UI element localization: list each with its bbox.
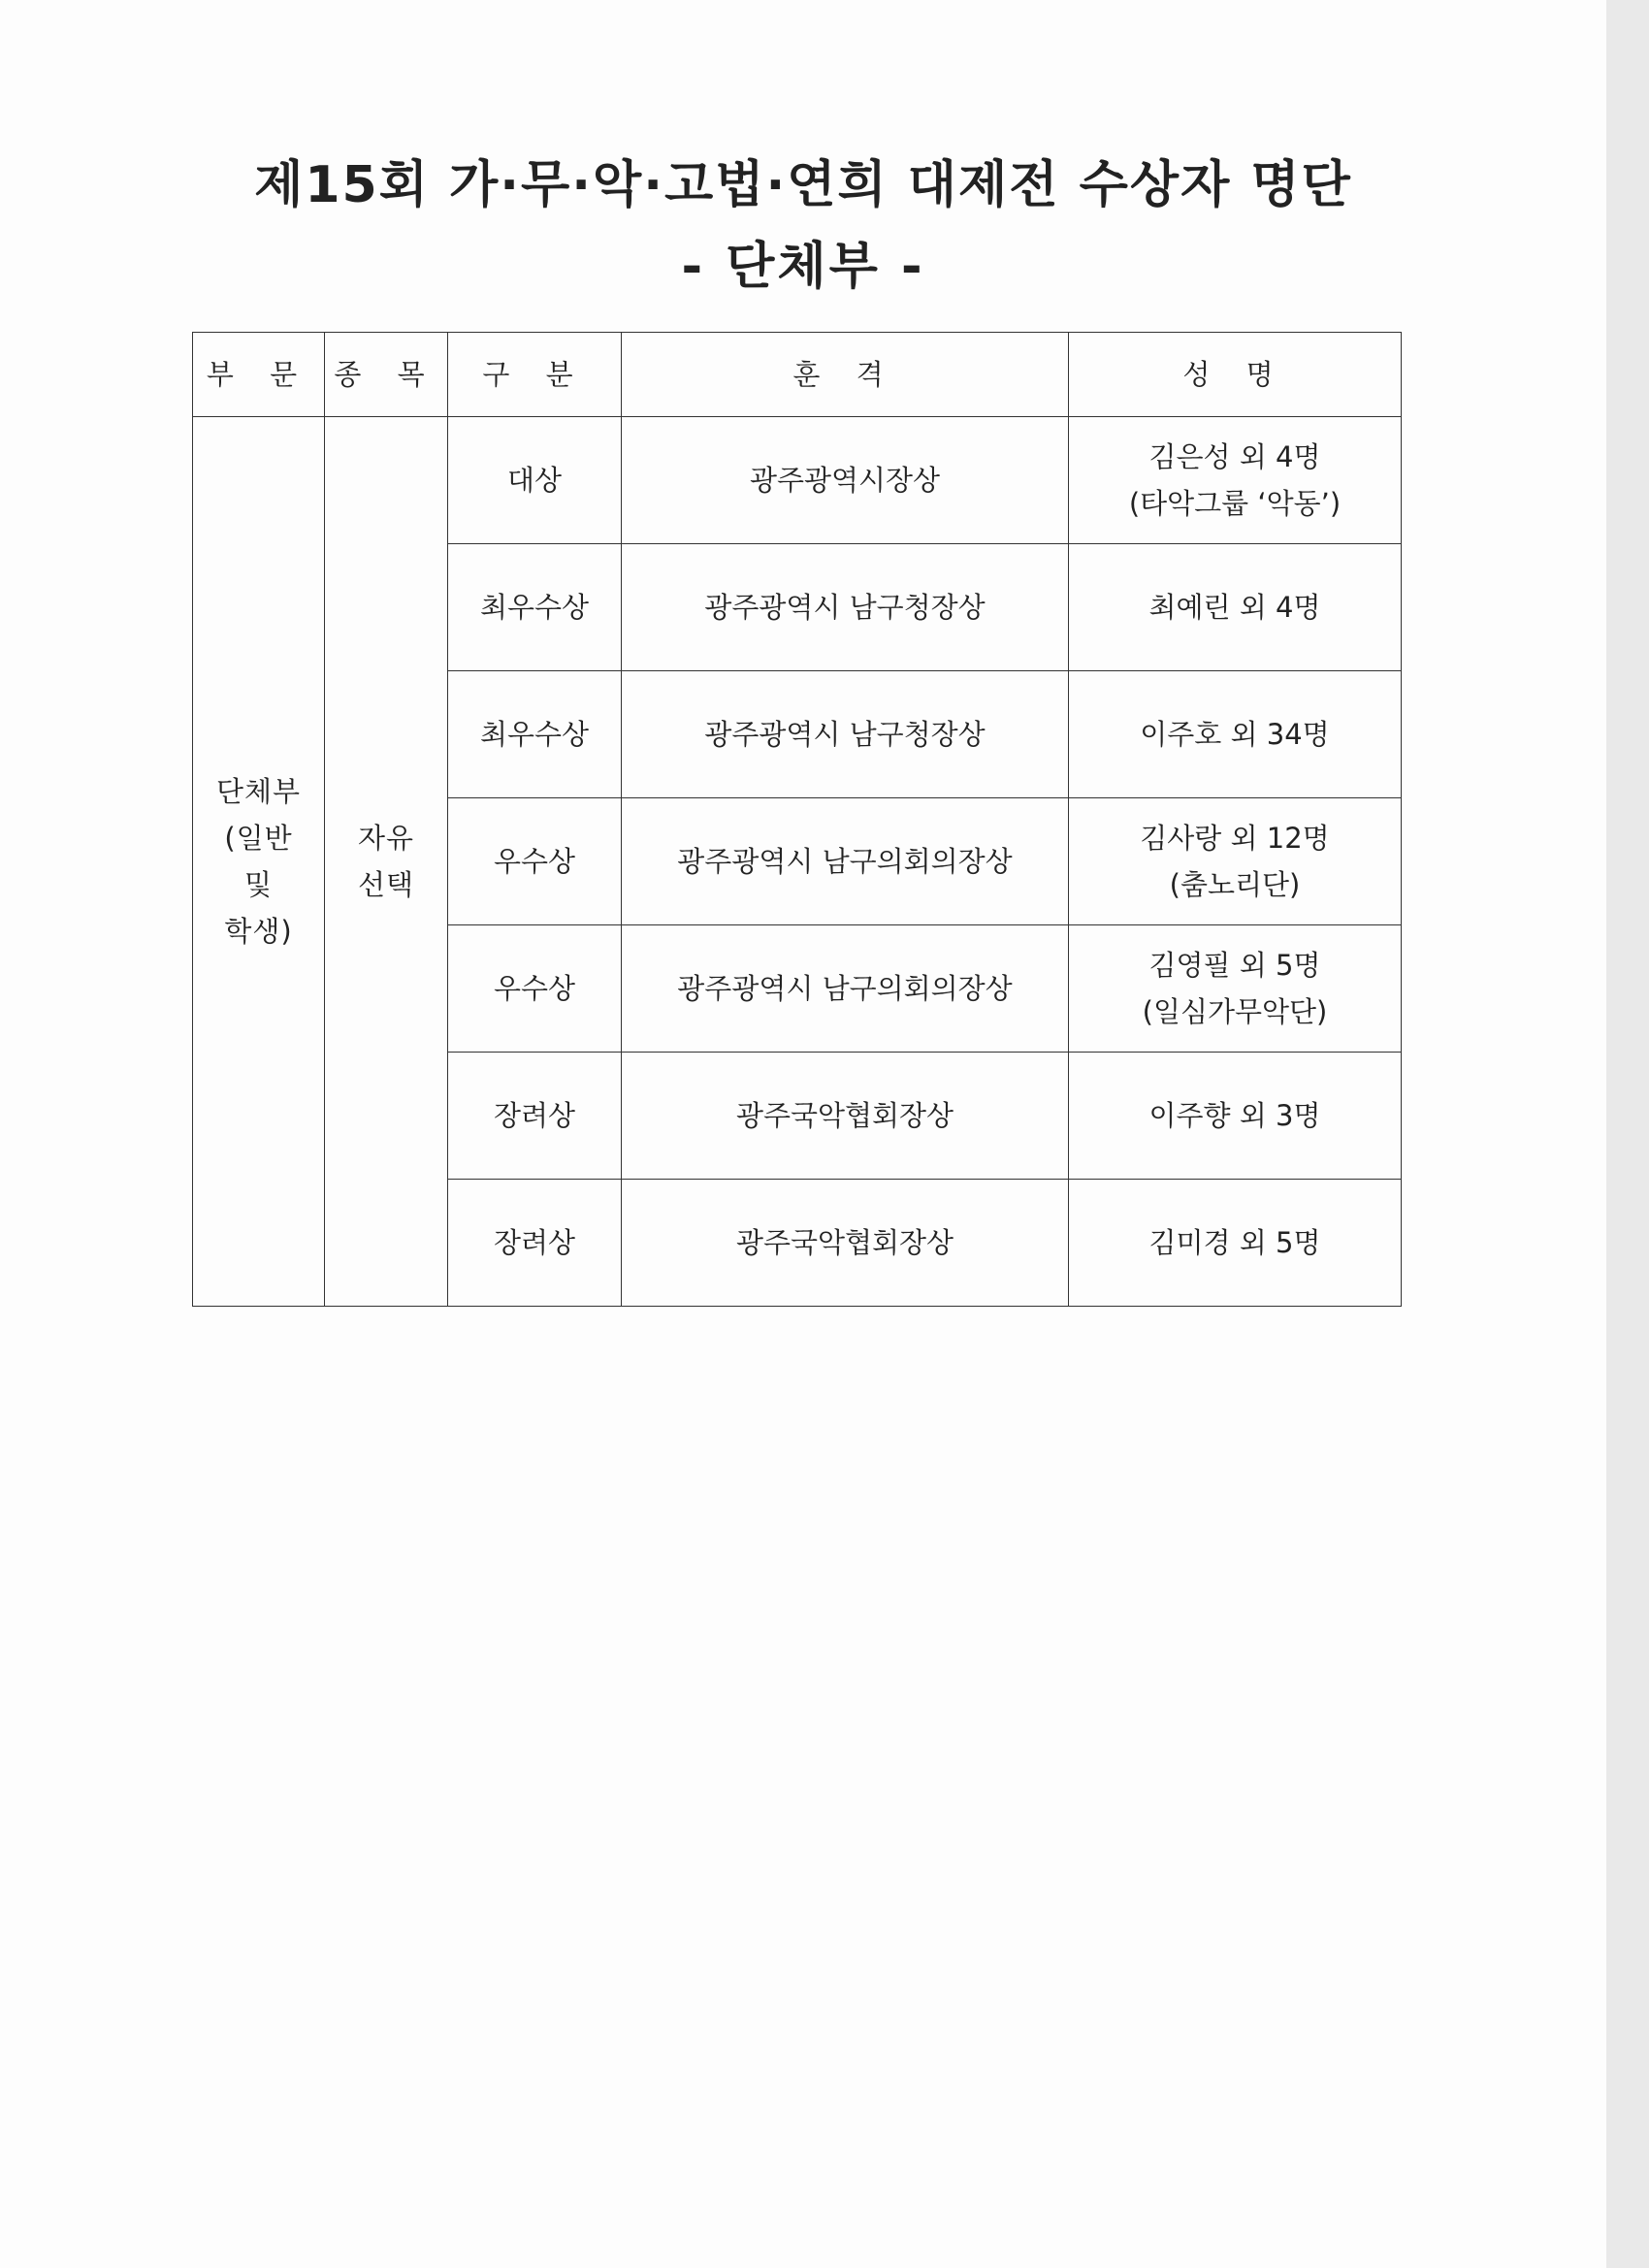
document-title: 제15회 가·무·악·고법·연희 대제전 수상자 명단 — [254, 156, 1352, 214]
document-subtitle: - 단체부 - — [681, 238, 925, 296]
category-cell: 우수상 — [448, 798, 622, 925]
table-header-row — [193, 333, 1402, 417]
category-cell: 최우수상 — [448, 671, 622, 798]
header-division: 부 문 — [193, 333, 325, 417]
table-row — [193, 417, 1402, 544]
award-cell: 광주국악협회장상 — [622, 1180, 1069, 1307]
division-line: (일반 — [224, 822, 293, 855]
category-cell: 우수상 — [448, 925, 622, 1053]
name-cell — [1069, 1180, 1402, 1307]
header-event: 종 목 — [325, 333, 448, 417]
division-line: 및 — [243, 868, 273, 901]
event-line: 선택 — [357, 868, 415, 901]
division-line: 학생) — [224, 915, 293, 948]
header-category: 구 분 — [448, 333, 622, 417]
category-cell: 장려상 — [448, 1053, 622, 1180]
name-line: (일심가무악단) — [1142, 995, 1328, 1028]
name-line: 김사랑 외 12명 — [1140, 822, 1330, 855]
category-cell: 장려상 — [448, 1180, 622, 1307]
event-line: 자유 — [357, 822, 415, 855]
header-award: 훈 격 — [622, 333, 1069, 417]
category-cell: 최우수상 — [448, 544, 622, 671]
award-cell: 광주광역시 남구의회의장상 — [622, 925, 1069, 1053]
category-cell: 대상 — [448, 417, 622, 544]
division-cell — [193, 417, 325, 1307]
division-line: 단체부 — [215, 775, 302, 808]
name-cell — [1069, 798, 1402, 925]
award-cell: 광주광역시 남구의회의장상 — [622, 798, 1069, 925]
name-line: 김미경 외 5명 — [1148, 1226, 1321, 1259]
name-cell — [1069, 1053, 1402, 1180]
header-name: 성 명 — [1069, 333, 1402, 417]
award-cell: 광주광역시장상 — [622, 417, 1069, 544]
name-line: 이주향 외 3명 — [1148, 1099, 1321, 1132]
award-cell: 광주광역시 남구청장상 — [622, 671, 1069, 798]
name-line: (타악그룹 ‘악동’) — [1128, 487, 1342, 520]
awards-table — [192, 332, 1402, 1307]
name-line: 김영필 외 5명 — [1148, 949, 1321, 982]
name-cell — [1069, 671, 1402, 798]
name-line: 이주호 외 34명 — [1140, 718, 1330, 751]
name-cell — [1069, 925, 1402, 1053]
award-cell: 광주국악협회장상 — [622, 1053, 1069, 1180]
name-cell — [1069, 544, 1402, 671]
scan-edge — [1606, 0, 1649, 2268]
name-cell — [1069, 417, 1402, 544]
event-cell — [325, 417, 448, 1307]
name-line: 김은성 외 4명 — [1148, 440, 1321, 473]
name-line: 최예린 외 4명 — [1148, 591, 1321, 624]
name-line: (춤노리단) — [1169, 868, 1301, 901]
award-cell: 광주광역시 남구청장상 — [622, 544, 1069, 671]
